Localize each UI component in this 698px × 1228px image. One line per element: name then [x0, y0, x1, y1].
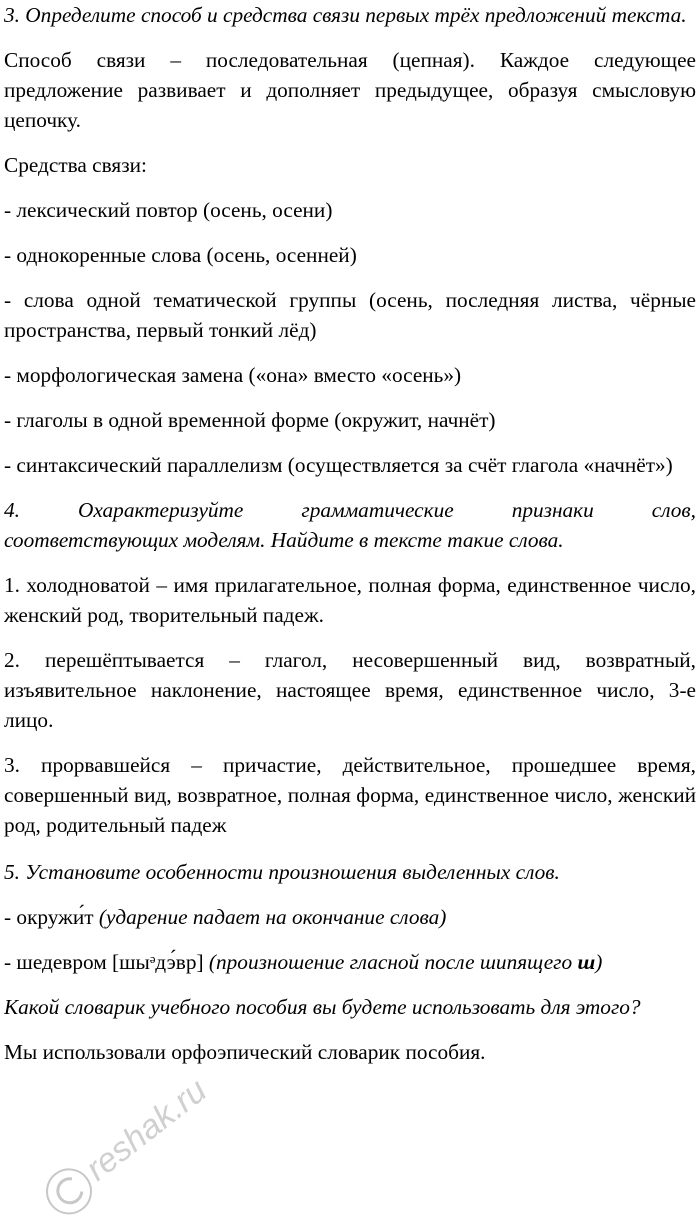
document-page [4, 0, 696, 1067]
highlighted-letter: ш [577, 950, 596, 974]
grammar-answer: 3. прорвавшейся – причастие, действительное, прошедшее время, совершенный вид, возвратное, полная форма, единственное число, женский род, родительный падеж [4, 753, 696, 837]
question-4-prompt-line2: соответствующих моделям. Найдите в тексте такие слова. [4, 528, 564, 552]
means-item: - морфологическая замена («она» вместо «осень») [4, 363, 462, 387]
pronunciation-item-2 [4, 947, 696, 977]
question-3-prompt: 3. Определите способ и средства связи первых трёх предложений текста. [4, 3, 687, 27]
pronunciation-item-1 [4, 902, 696, 932]
pronunciation-word: - окружи́т [4, 905, 94, 929]
connection-means-heading: Средства связи: [4, 153, 147, 177]
watermark-logo [0, 1080, 224, 1220]
question-5-prompt: 5. Установите особенности произношения выделенных слов. [4, 860, 560, 884]
means-item: - лексический повтор (осень, осени) [4, 198, 333, 222]
dictionary-answer: Мы использовали орфоэпический словарик пособия. [4, 1040, 486, 1064]
means-item: - глаголы в одной временной форме (окружит, начнёт) [4, 408, 496, 432]
svg-text:reshak.ru: reshak.ru [78, 1080, 214, 1189]
question-4-prompt-line1: 4. Охарактеризуйте грамматические признаки слов, [4, 498, 696, 522]
grammar-answer: 2. перешёптывается – глагол, несовершенный вид, возвратный, изъявительное наклонение, настоящее время, единственное число, 3-е лицо. [4, 648, 696, 732]
pronunciation-note: (произношение гласной после шипящего [208, 950, 573, 974]
means-item: - однокоренные слова (осень, осенней) [4, 243, 357, 267]
pronunciation-word: - шедевром [шыᵊдэ́вр] [4, 950, 204, 974]
connection-method: Способ связи – последовательная (цепная). Каждое следующее предложение развивает и дополняет предыдущее, образуя смысловую цепочку. [4, 48, 696, 132]
means-item: - синтаксический параллелизм (осуществляется за счёт глагола «начнёт») [4, 453, 673, 477]
pronunciation-note: (ударение падает на окончание слова) [98, 905, 447, 929]
means-item: - слова одной тематической группы (осень, последняя листва, чёрные пространства, первый тонкий лёд) [4, 288, 696, 342]
grammar-answer: 1. холодноватой – имя прилагательное, полная форма, единственное число, женский род, творительный падеж. [4, 573, 696, 627]
pronunciation-note-close: ) [595, 950, 603, 974]
dictionary-question: Какой словарик учебного пособия вы будете использовать для этого? [4, 995, 641, 1019]
